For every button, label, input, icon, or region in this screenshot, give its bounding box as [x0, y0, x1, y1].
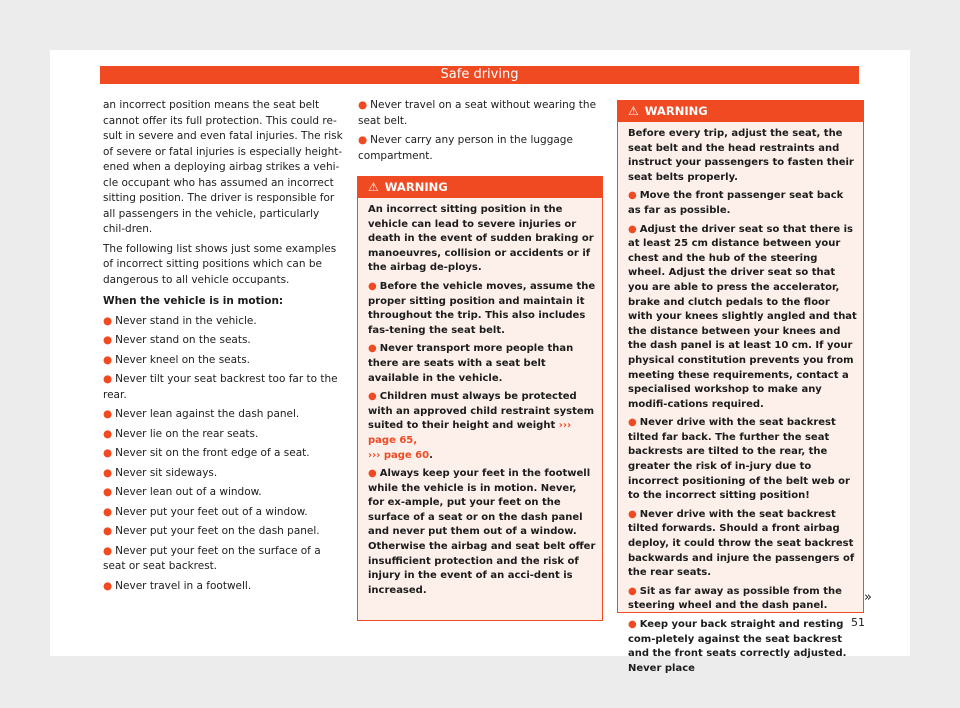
bullet-icon: ● — [628, 508, 637, 520]
bullet-icon: ● — [628, 223, 637, 235]
middle-column — [358, 98, 602, 168]
list-item: ● Never travel on a seat without wearing the seat belt. — [358, 99, 597, 127]
warning-intro: Before every trip, adjust the seat, the seat belt and the head restraints and instruct your passengers to fasten their seat belts properly. — [628, 128, 854, 183]
warning-header — [618, 101, 863, 122]
list-item: ● Children must always be protected with an approved child restraint system suited to their height and weight ››› page 65, ››› page 60. — [368, 391, 595, 461]
list-item: ● Never carry any person in the luggage compartment. — [358, 134, 573, 162]
warning-intro: An incorrect sitting position in the vehicle can lead to severe injuries or death in the event of sudden braking or manoeuvres, collision or accidents or if the airbag de-ploys. — [368, 204, 594, 274]
list-item: ● Never stand on the seats. — [103, 334, 251, 346]
bullet-icon: ● — [103, 505, 113, 518]
left-column — [103, 98, 343, 598]
warning-title: WARNING — [384, 180, 448, 194]
list-item: ● Move the front passenger seat back as far as possible. — [628, 190, 844, 216]
bullet-icon: ● — [103, 466, 113, 479]
warning-triangle-icon: ⚠ — [628, 104, 639, 118]
bullet-icon: ● — [103, 579, 113, 592]
bullet-icon: ● — [103, 353, 113, 366]
bullet-icon: ● — [368, 468, 377, 480]
list-item: ● Never tilt your seat backrest too far to the rear. — [103, 373, 338, 401]
list-item: ● Never put your feet on the surface of a seat or seat backrest. — [103, 544, 321, 572]
list-item: ● Never drive with the seat backrest tilted forwards. Should a front airbag deploy, it could throw the seat backrest backwards and injure the passengers of the rear seats. — [628, 508, 855, 579]
section-header: Safe driving — [100, 66, 859, 84]
list-item: ● Never drive with the seat backrest tilted far back. The further the seat backrests are tilted to the rear, the greater the risk of in-jury due to incorrect positioning of the belt web or to the incorrect sitting position! — [628, 417, 850, 502]
warning-body — [618, 122, 863, 676]
bullet-icon: ● — [103, 314, 113, 327]
bullet-icon: ● — [103, 408, 113, 420]
list-item: ● Never sit sideways. — [103, 466, 218, 479]
warning-box-1 — [357, 176, 603, 621]
paragraph-2: The following list shows just some examples of incorrect sitting positions which can be dangerous to all vehicle occupants. — [103, 242, 337, 286]
list-item: ● Sit as far away as possible from the steering wheel and the dash panel. — [628, 585, 842, 612]
manual-page — [50, 50, 910, 674]
page-ref-link[interactable]: ››› page 65, — [368, 420, 572, 446]
subheading: When the vehicle is in motion: — [103, 295, 284, 307]
list-item: ● Adjust the driver seat so that there is at least 25 cm distance between your chest and the hub of the steering wheel. Adjust the driver seat so that you are able to press the accelerator, brake and clutch pedals to the floor with your knees slightly angled and that the distance between your knees and the dash panel is at least 10 cm. If your physical constitution prevents you from meeting these requirements, contact a specialised workshop to make any modifi-cations required. — [628, 223, 857, 410]
bullet-icon: ● — [368, 391, 377, 403]
bullet-icon: ● — [103, 447, 113, 459]
bullet-icon: ● — [103, 334, 113, 346]
list-item: ● Never transport more people than there are seats with a seat belt available in the vehicle. — [368, 343, 574, 384]
list-item: ● Never travel in a footwell. — [103, 579, 252, 592]
bullet-icon: ● — [103, 486, 113, 498]
bullet-icon: ● — [628, 585, 637, 597]
bullet-icon: ● — [103, 525, 113, 537]
page-ref-link[interactable]: ››› page 60 — [368, 449, 430, 461]
bullet-icon: ● — [103, 373, 113, 385]
bullet-icon: ● — [358, 99, 368, 111]
warning-triangle-icon: ⚠ — [368, 180, 379, 194]
bullet-icon: ● — [103, 427, 113, 440]
bullet-icon: ● — [103, 544, 113, 557]
bullet-icon: ● — [628, 190, 637, 202]
list-item: ● Never kneel on the seats. — [103, 353, 251, 366]
list-item: ● Never stand in the vehicle. — [103, 314, 257, 327]
list-item: ● Never put your feet on the dash panel. — [103, 525, 320, 537]
bullet-icon: ● — [368, 280, 377, 292]
paragraph-1: an incorrect position means the seat belt cannot offer its full protection. This could re-sult in severe and even fatal injuries. The risk of severe or fatal injuries is especially height-ened when a deploying airbag strikes a vehi-cle occupant who has assumed an incorrect sitting position. The driver is responsible for all passengers in the vehicle, particularly chil-dren. — [103, 99, 343, 235]
list-item: ● Never sit on the front edge of a seat. — [103, 447, 310, 459]
bullet-icon: ● — [358, 134, 368, 146]
warning-title: WARNING — [644, 104, 708, 118]
continue-arrow-icon: » — [864, 590, 872, 605]
bullet-icon: ● — [628, 619, 637, 630]
list-item: ● Never lie on the rear seats. — [103, 427, 259, 440]
list-item: ● Never lean against the dash panel. — [103, 408, 300, 420]
bullet-icon: ● — [628, 417, 637, 429]
list-item: ● Before the vehicle moves, assume the proper sitting position and maintain it throughout the trip. This also includes fas-tening the seat belt. — [368, 280, 596, 336]
list-item: ● Keep your back straight and resting com-pletely against the seat backrest and the front seats correctly adjusted. Never place — [628, 619, 847, 674]
warning-header — [358, 177, 602, 198]
list-item: ● Never lean out of a window. — [103, 486, 262, 498]
bullet-icon: ● — [368, 343, 377, 355]
list-item: ● Never put your feet out of a window. — [103, 505, 308, 518]
warning-body — [358, 198, 602, 598]
list-item: ● Always keep your feet in the footwell while the vehicle is in motion. Never, for ex-ample, put your feet on the surface of a seat or on the dash panel and never put them out of a window. Otherwise the airbag and seat belt offer insufficient protection and the risk of injury in the event of an acci-dent is increased. — [368, 468, 596, 596]
page-number: 51 — [851, 616, 865, 629]
